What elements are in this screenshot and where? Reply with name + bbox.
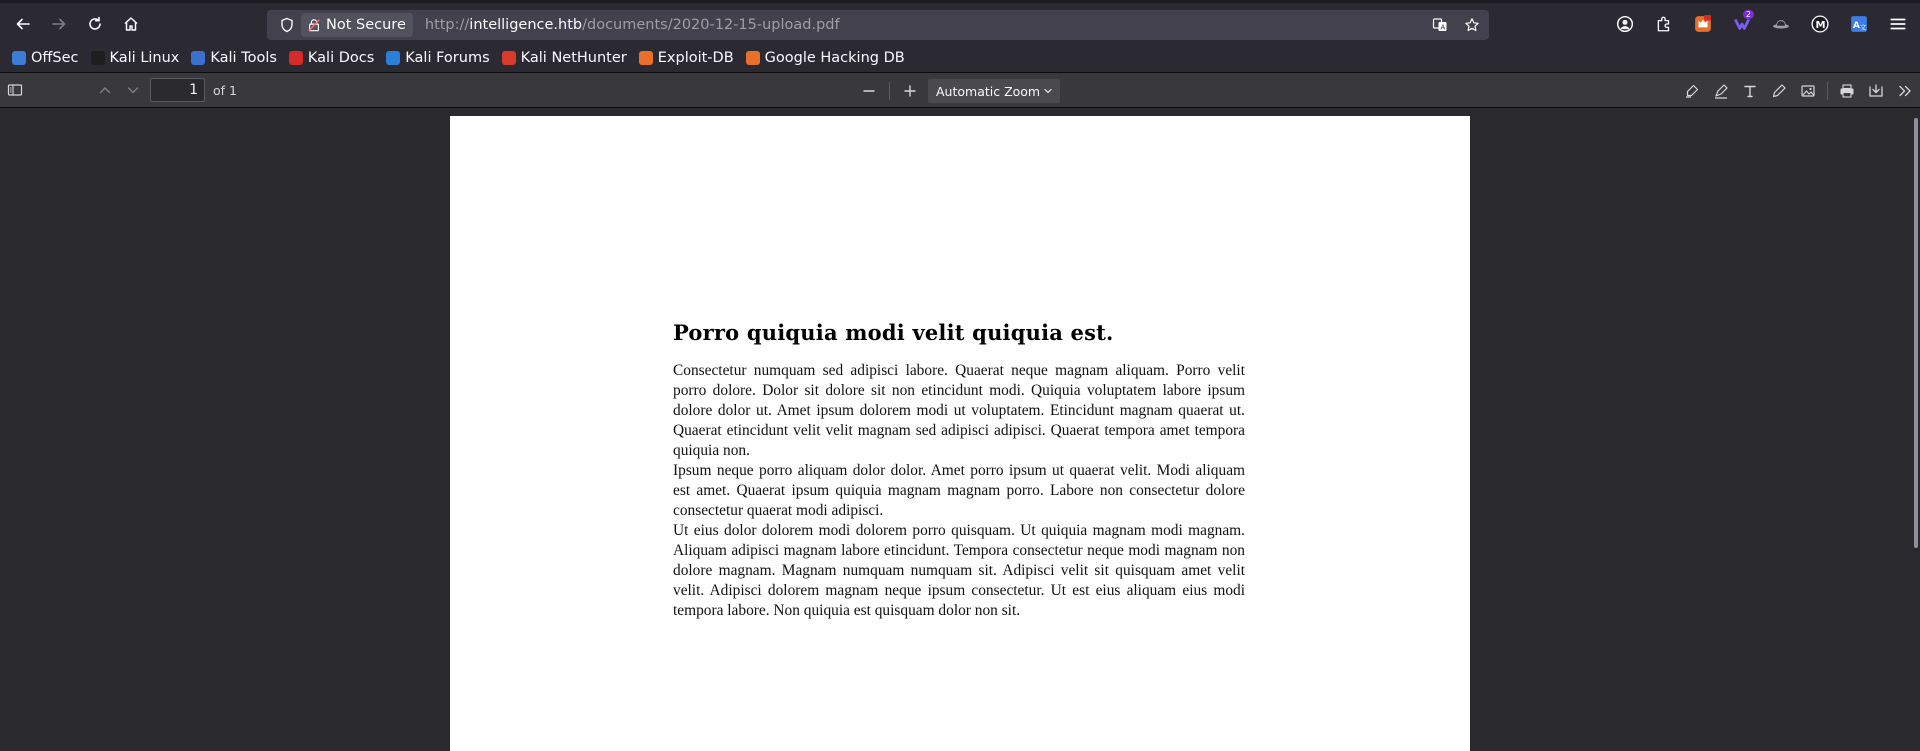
url-path: /documents/2020-12-15-upload.pdf: [582, 17, 840, 33]
bookmark-label: Exploit-DB: [657, 50, 734, 66]
document-paragraph: Consectetur numquam sed adipisci labore. Quaerat neque magnam aliquam. Porro velit porro dolore. Dolor sit dolore sit non etincidunt modi. Quiquia voluptatem labore ipsum dolore dolor ut. Amet ipsum dolorem modi ut voluptatem. Etincidunt magnam quaerat ut. Quaerat etincidunt velit velit magnam sed adipisci adipisci. Quaerat tempora amet tempora quiquia non.: [673, 362, 1245, 459]
page-count-label: of 1: [213, 82, 237, 98]
bookmark-label: Kali Forums: [405, 50, 490, 66]
secondary-toolbar-button[interactable]: [1891, 77, 1919, 105]
chevron-up-icon: [97, 82, 113, 98]
plus-icon: [902, 83, 918, 99]
hat-extension[interactable]: [1765, 8, 1797, 40]
back-button[interactable]: [7, 8, 39, 40]
bookmark-item[interactable]: [746, 50, 905, 66]
hamburger-menu-icon: [1889, 15, 1907, 33]
site-security-indicator[interactable]: [301, 13, 413, 37]
save-download-icon: [1868, 83, 1884, 99]
document-paragraph: Ut eius dolor dolorem modi dolorem porro quisquam. Ut quiquia magnam modi magnam. Aliquam adipisci magnam labore etincidunt. Tempora consectetur neque modi magnam non dolore magnam. Magnam numquam numquam sit. Adipisci velit sit quisquam amet velit velit. Adipisci dolorem magnam neque ipsum consectetur. Ut est eius aliquam eius modi tempora labore. Non quiquia est quisquam dolor non sit.: [673, 522, 1245, 619]
svg-text:文: 文: [1859, 23, 1867, 32]
extensions-button[interactable]: [1648, 8, 1680, 40]
bookmark-item[interactable]: [191, 50, 277, 66]
pdf-page: [450, 116, 1470, 751]
zoom-out-button[interactable]: [855, 77, 883, 105]
minus-icon: [861, 83, 877, 99]
url-bar[interactable]: [267, 10, 1489, 40]
bookmark-label: Kali Docs: [307, 50, 375, 66]
extension-badge: 2: [1743, 10, 1754, 19]
pdf-viewer-toolbar: [0, 72, 1920, 108]
wappalyzer-extension[interactable]: [1726, 8, 1758, 40]
url-text[interactable]: [425, 17, 840, 33]
reload-button[interactable]: [79, 8, 111, 40]
text-icon: [1742, 83, 1758, 99]
bookmark-star-button[interactable]: [1461, 14, 1483, 36]
translate-icon: [1432, 17, 1448, 33]
document-title: Porro quiquia modi velit quiquia est.: [673, 320, 1114, 345]
home-button[interactable]: [115, 8, 147, 40]
back-arrow-icon: [15, 16, 31, 32]
nethunter-icon: [502, 51, 516, 65]
zoom-in-button[interactable]: [896, 77, 924, 105]
image-icon: [1800, 83, 1816, 99]
account-icon: [1616, 15, 1634, 33]
bookmark-item[interactable]: [289, 50, 374, 66]
page-number-input[interactable]: 1: [150, 78, 205, 102]
pdf-viewer-container[interactable]: [0, 108, 1920, 751]
freehand-highlight-button[interactable]: [1707, 77, 1735, 105]
kali-dragon-icon: [91, 51, 105, 65]
print-button[interactable]: [1833, 77, 1861, 105]
shield-icon: [279, 17, 295, 33]
sidebar-toggle-icon: [7, 82, 23, 98]
draw-button[interactable]: [1765, 77, 1793, 105]
pencil-icon: [1771, 83, 1787, 99]
foxyproxy-extension[interactable]: [1687, 8, 1719, 40]
marker-icon: [1713, 83, 1729, 99]
sidebar-toggle-button[interactable]: [1, 76, 29, 104]
highlight-icon: [1684, 83, 1700, 99]
url-host: intelligence.htb: [469, 17, 583, 33]
double-chevron-right-icon: [1897, 83, 1913, 99]
bookmark-label: OffSec: [31, 50, 79, 66]
navigation-toolbar: [0, 0, 1920, 44]
offsec-icon: [12, 51, 26, 65]
insecure-lock-icon: [307, 18, 321, 32]
save-button[interactable]: [1862, 77, 1890, 105]
chevron-down-icon: [1042, 85, 1054, 97]
svg-text:A: A: [1440, 23, 1446, 32]
nav-buttons: [7, 8, 267, 40]
reload-icon: [87, 16, 103, 32]
pdf-tools-group: [1678, 77, 1920, 105]
tools-separator: [1827, 82, 1828, 100]
kali-docs-icon: [289, 51, 303, 65]
translate-extension[interactable]: [1843, 8, 1875, 40]
bookmarks-toolbar: [0, 44, 1920, 72]
printer-icon: [1839, 83, 1855, 99]
exploitdb-icon: [639, 51, 653, 65]
url-scheme: http://: [424, 17, 470, 33]
zoom-controls: [855, 77, 1060, 105]
bookmark-item[interactable]: [12, 50, 79, 66]
star-icon: [1464, 17, 1480, 33]
translate-extension-icon: [1850, 15, 1868, 33]
url-bar-actions: [1429, 10, 1483, 40]
security-label: Not Secure: [326, 17, 406, 33]
bookmark-label: Kali Tools: [210, 50, 277, 66]
add-image-button[interactable]: [1794, 77, 1822, 105]
bookmark-item[interactable]: [91, 50, 180, 66]
viewer-scrollbar[interactable]: [1914, 118, 1918, 548]
account-button[interactable]: [1609, 8, 1641, 40]
bookmark-item[interactable]: [502, 50, 627, 66]
bookmark-label: Google Hacking DB: [764, 50, 905, 66]
zoom-separator: [889, 82, 890, 100]
m-circle-icon: [1811, 15, 1829, 33]
previous-page-button[interactable]: [91, 76, 119, 104]
next-page-button[interactable]: [119, 76, 147, 104]
app-menu-button[interactable]: [1882, 8, 1914, 40]
bookmark-label: Kali Linux: [109, 50, 180, 66]
translate-button[interactable]: [1429, 14, 1451, 36]
forward-button[interactable]: [43, 8, 75, 40]
fedora-hat-icon: [1772, 15, 1790, 33]
toolbar-extensions: [1609, 3, 1920, 44]
svg-text:A: A: [1852, 20, 1860, 31]
add-text-button[interactable]: [1736, 77, 1764, 105]
chevron-down-icon: [125, 82, 141, 98]
bookmark-label: Kali NetHunter: [520, 50, 627, 66]
zoom-select-value: Automatic Zoom: [936, 83, 1041, 99]
svg-text:M: M: [1815, 19, 1826, 31]
zoom-select[interactable]: [928, 79, 1060, 103]
highlight-button[interactable]: [1678, 77, 1706, 105]
ghdb-icon: [746, 51, 760, 65]
bookmark-item[interactable]: [639, 50, 734, 66]
kali-forums-icon: [386, 51, 400, 65]
document-paragraph: Ipsum neque porro aliquam dolor dolor. Amet porro ipsum ut quaerat velit. Modi aliquam est amet. Quaerat ipsum quiquia magnam magnam porro. Labore non consectetur dolore consectetur quaerat modi adipisci.: [673, 462, 1245, 519]
forward-arrow-icon: [51, 16, 67, 32]
m-extension[interactable]: [1804, 8, 1836, 40]
kali-tools-icon: [191, 51, 205, 65]
puzzle-icon: [1655, 15, 1673, 33]
fox-extension-icon: [1694, 15, 1712, 33]
tracking-protection-button[interactable]: [273, 17, 301, 33]
bookmark-item[interactable]: [386, 50, 489, 66]
home-icon: [123, 16, 139, 32]
document-body: [673, 361, 1245, 621]
